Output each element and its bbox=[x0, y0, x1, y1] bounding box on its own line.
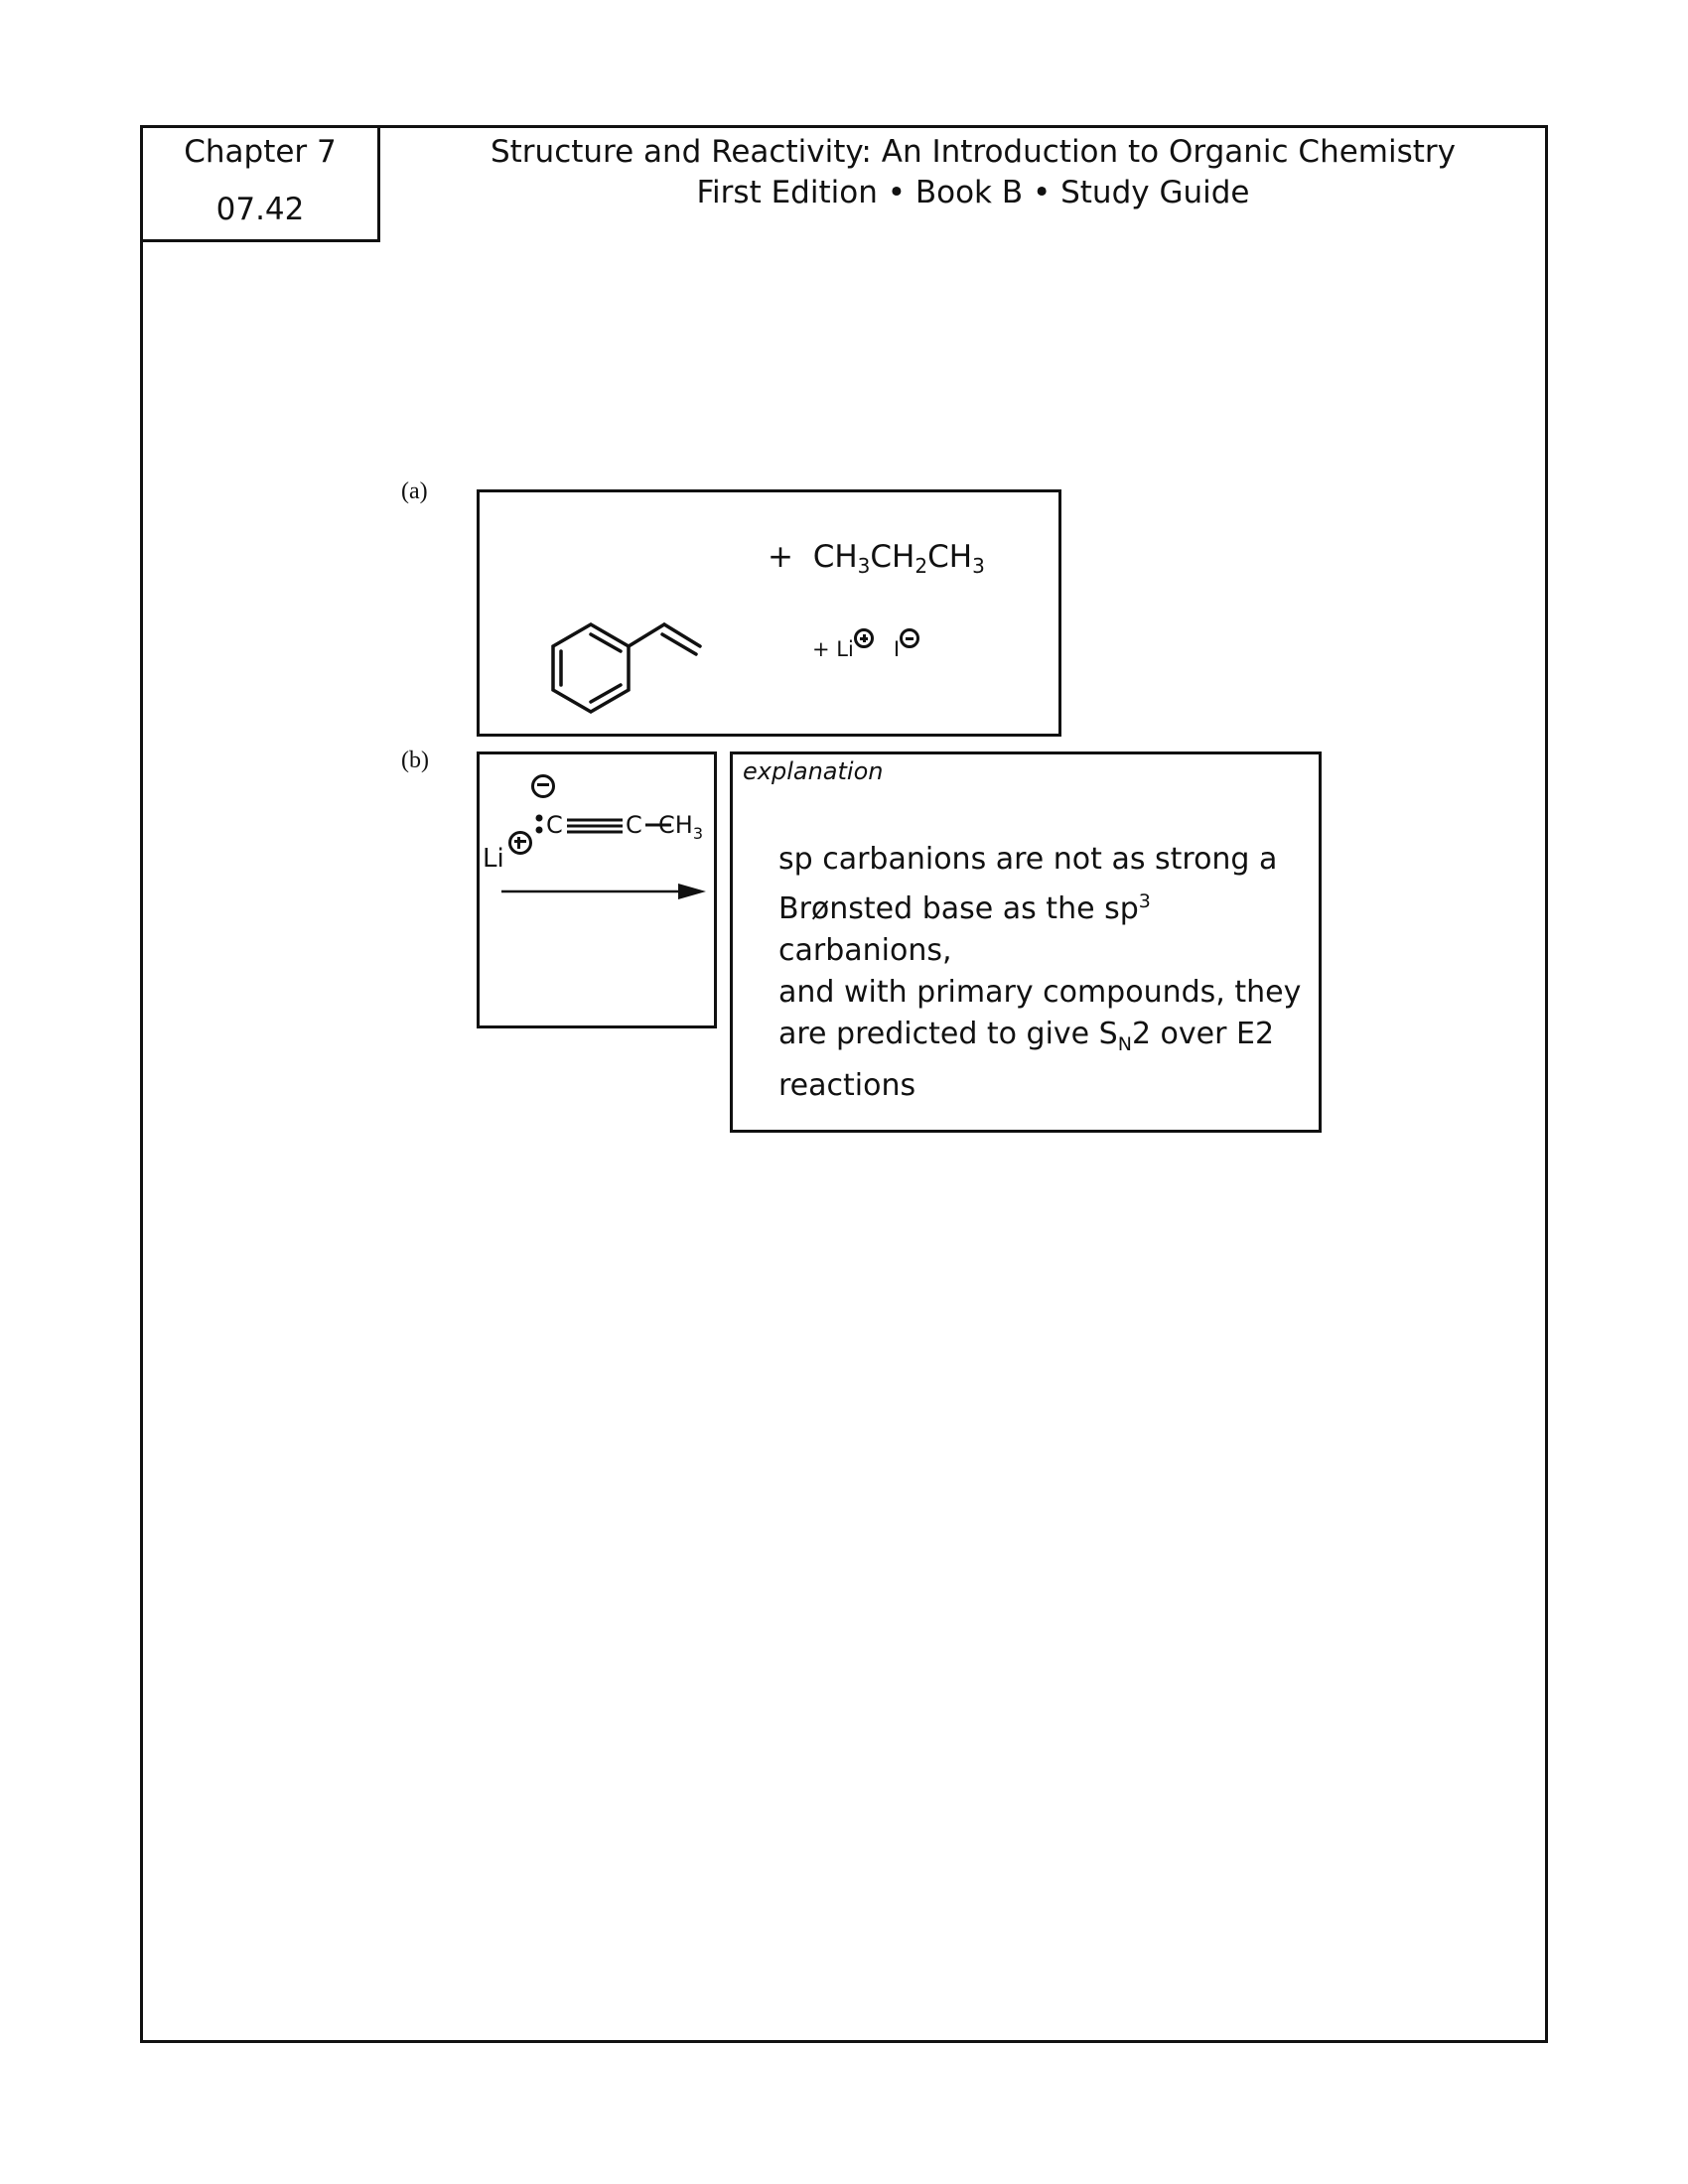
lithium-iodide-ions bbox=[812, 628, 919, 661]
iodide-ion-label: I bbox=[893, 637, 901, 661]
part-a-box bbox=[477, 489, 1061, 737]
part-a-label: (a) bbox=[401, 478, 428, 504]
line-4-sub: N bbox=[1117, 1033, 1132, 1055]
lithium-ion-label: Li bbox=[836, 637, 854, 661]
formula-ch-1: CH bbox=[812, 539, 858, 575]
methyl-group bbox=[658, 811, 703, 843]
line-2-pre: Brønsted base as the sp bbox=[778, 891, 1139, 926]
part-b-box bbox=[477, 751, 717, 1028]
chapter-box bbox=[140, 125, 380, 242]
reaction-arrow bbox=[501, 880, 710, 903]
formula-sub-2: 2 bbox=[914, 554, 928, 578]
line-2-sup: 3 bbox=[1138, 890, 1151, 912]
explanation-line-2 bbox=[778, 881, 1315, 972]
formula-sub-3: 3 bbox=[972, 554, 985, 578]
book-title-line-1: Structure and Reactivity: An Introduction to Organic Chemistry bbox=[490, 134, 1457, 170]
formula-plus: + bbox=[768, 539, 793, 575]
book-title-line-2: First Edition • Book B • Study Guide bbox=[696, 175, 1250, 210]
negative-charge-icon bbox=[900, 628, 919, 648]
part-b-label: (b) bbox=[401, 748, 429, 773]
formula-ch-3: CH bbox=[927, 539, 973, 575]
methyl-ch: CH bbox=[658, 811, 693, 839]
line-4-post: 2 over E2 bbox=[1131, 1017, 1275, 1051]
explanation-line-5: reactions bbox=[778, 1068, 916, 1103]
positive-charge-icon bbox=[854, 628, 874, 648]
styrene-structure bbox=[539, 577, 738, 716]
line-2-post: carbanions, bbox=[778, 933, 952, 968]
book-title bbox=[397, 132, 1549, 213]
lone-pair-dots bbox=[535, 814, 545, 838]
explanation-line-1: sp carbanions are not as strong a bbox=[778, 842, 1278, 877]
ions-plus: + bbox=[812, 637, 830, 661]
explanation-text bbox=[778, 839, 1315, 1107]
triple-bond bbox=[565, 816, 625, 836]
explanation-box bbox=[730, 751, 1322, 1133]
explanation-line-4 bbox=[778, 1014, 1315, 1065]
carbanion-charge-icon bbox=[531, 774, 555, 798]
methyl-sub: 3 bbox=[692, 823, 703, 843]
chapter-number: 07.42 bbox=[215, 192, 305, 227]
propane-formula bbox=[768, 539, 985, 578]
alkyne-carbon-2: C bbox=[626, 811, 642, 839]
lithium-label: Li bbox=[483, 844, 504, 874]
alkyne-carbon-1: C bbox=[546, 811, 563, 839]
chapter-label: Chapter 7 bbox=[184, 134, 337, 170]
formula-sub-1: 3 bbox=[857, 554, 871, 578]
formula-ch-2: CH bbox=[870, 539, 915, 575]
line-4-pre: are predicted to give S bbox=[778, 1017, 1118, 1051]
explanation-line-3: and with primary compounds, they bbox=[778, 975, 1302, 1010]
lithium-charge-icon bbox=[508, 831, 532, 855]
explanation-heading: explanation bbox=[743, 757, 884, 785]
